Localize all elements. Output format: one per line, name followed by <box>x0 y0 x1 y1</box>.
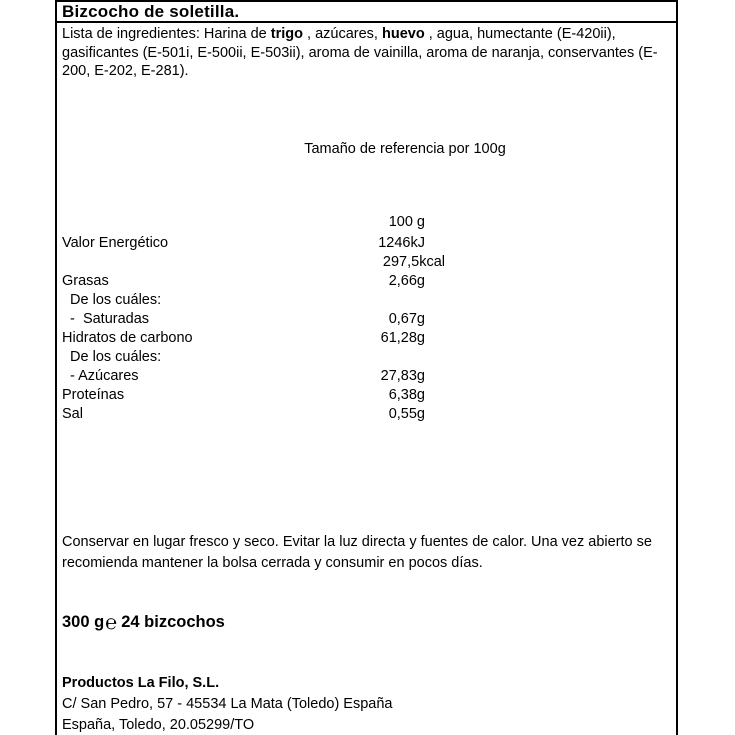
estimated-sign-icon: ℮ <box>105 612 118 634</box>
nutrition-value-saturates: 0,67g <box>388 311 425 327</box>
nutrition-label-protein: Proteínas <box>62 387 125 403</box>
ingredients-mid: , azúcares, <box>303 26 382 42</box>
unit-count: 24 bizcochos <box>121 613 225 631</box>
nutrition-value-sugars: 27,83g <box>380 368 425 384</box>
nutrition-label-salt: Sal <box>62 406 83 422</box>
ingredients-prefix: Lista de ingredientes: Harina de <box>62 26 271 42</box>
allergen-trigo: trigo <box>270 26 303 42</box>
nutrition-value-fat: 2,66g <box>388 273 425 289</box>
company-address: C/ San Pedro, 57 - 45534 La Mata (Toledo) España <box>62 696 393 712</box>
nutrition-value-carbohydrate: 61,28g <box>380 330 425 346</box>
net-weight: 300 g <box>62 613 105 631</box>
company-registry: España, Toledo, 20.05299/TO <box>62 717 255 733</box>
nutrition-label-saturates: - Saturadas <box>62 311 150 327</box>
nutrition-column-header: 100 g <box>388 214 425 230</box>
allergen-huevo: huevo <box>381 26 425 42</box>
nutrition-label-fat: Grasas <box>62 273 109 289</box>
nutrition-value-protein: 6,38g <box>388 387 425 403</box>
nutrition-value-salt: 0,55g <box>388 406 425 422</box>
product-title: Bizcocho de soletilla. <box>62 2 240 21</box>
net-quantity <box>62 613 225 632</box>
nutrition-label-of-which-carb: De los cuáles: <box>62 349 162 365</box>
ingredients-suffix: , agua, humectante (E-420ii), gasificantes (E-501i, E-500ii, E-503ii), aroma de vainilla, aroma de naranja, conservantes (E-200, E-202, E-281). <box>62 26 658 79</box>
nutrition-label-carbohydrate: Hidratos de carbono <box>62 330 193 346</box>
nutrition-label-energy: Valor Energético <box>62 235 169 251</box>
nutrition-value-energy-kcal: 297,5kcal <box>382 254 445 270</box>
nutrition-label-of-which-fat: De los cuáles: <box>62 292 162 308</box>
nutrition-label-sugars: - Azúcares <box>62 368 139 384</box>
ingredients-list <box>62 25 667 81</box>
nutrition-reference-header: Tamaño de referencia por 100g <box>304 141 506 157</box>
nutrition-value-energy-kj: 1246kJ <box>378 235 425 251</box>
storage-instructions: Conservar en lugar fresco y seco. Evitar la luz directa y fuentes de calor. Una vez abierto se recomienda mantener la bolsa cerrada y consumir en pocos días. <box>62 534 652 571</box>
company-name: Productos La Filo, S.L. <box>62 675 220 691</box>
